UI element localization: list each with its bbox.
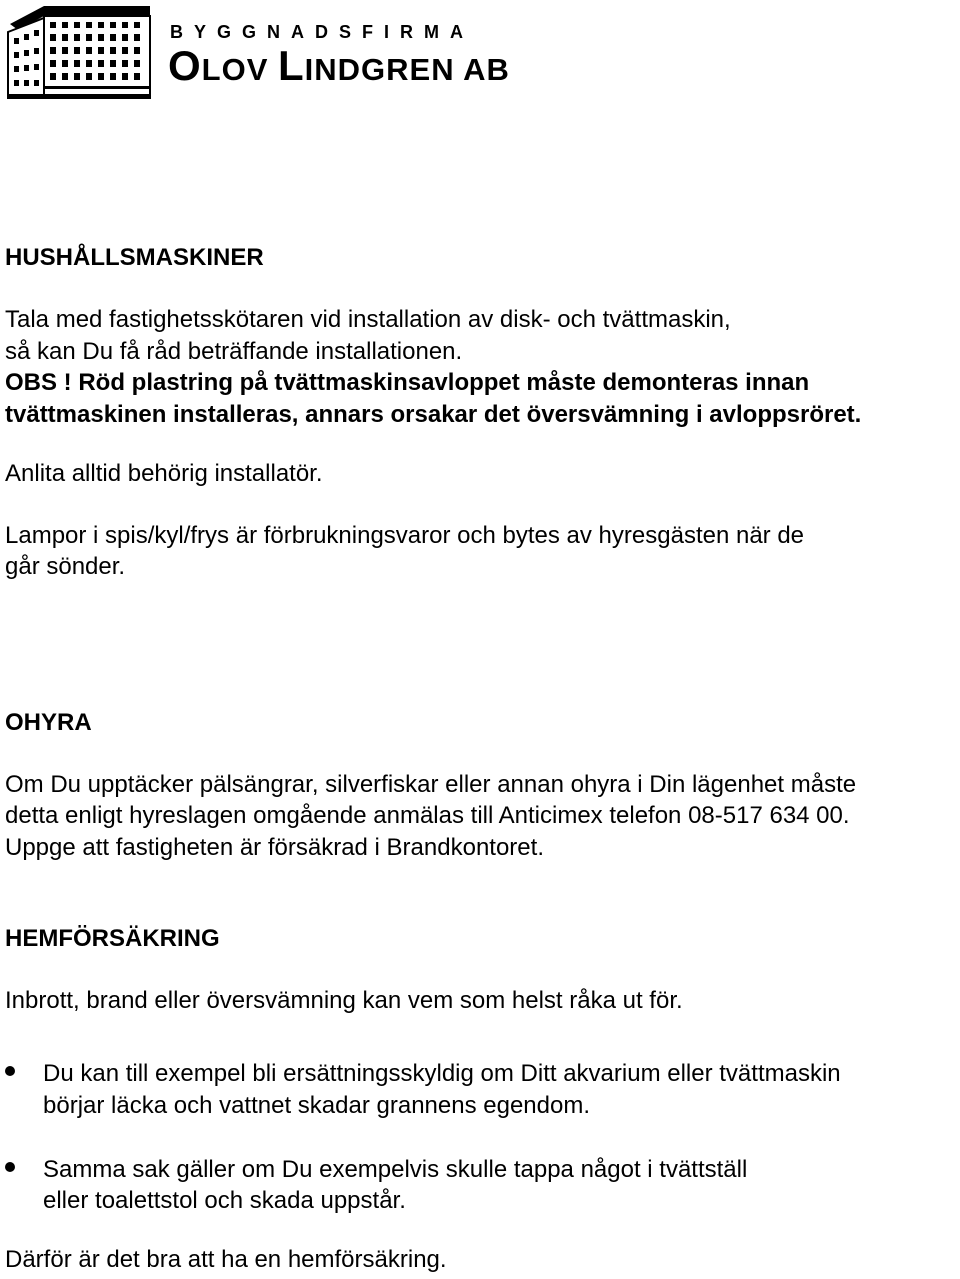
bullet-item-line: eller toalettstol och skada uppstår. bbox=[43, 1187, 406, 1214]
heading-hemforsakring: HEMFÖRSÄKRING bbox=[5, 925, 220, 952]
logo-company-name: OLOV LINDGREN AB bbox=[168, 42, 510, 89]
bullet-icon bbox=[5, 1162, 15, 1172]
building-illustration-icon bbox=[4, 2, 154, 100]
paragraph-line-bold: tvättmaskinen installeras, annars orsakar det översvämning i avloppsröret. bbox=[5, 401, 862, 428]
bullet-item-line: Du kan till exempel bli ersättningsskyldig om Ditt akvarium eller tvättmaskin bbox=[43, 1060, 841, 1087]
paragraph-line: Tala med fastighetsskötaren vid installation av disk- och tvättmaskin, bbox=[5, 306, 731, 333]
heading-ohyra: OHYRA bbox=[5, 709, 92, 736]
paragraph-line: Därför är det bra att ha en hemförsäkring. bbox=[5, 1246, 447, 1273]
bullet-item-line: börjar läcka och vattnet skadar grannens egendom. bbox=[43, 1092, 590, 1119]
paragraph-line: Uppge att fastigheten är försäkrad i Brandkontoret. bbox=[5, 834, 544, 861]
paragraph-line: Anlita alltid behörig installatör. bbox=[5, 460, 323, 487]
company-logo bbox=[4, 2, 524, 102]
heading-hushallsmaskiner: HUSHÅLLSMASKINER bbox=[5, 244, 264, 271]
paragraph-line-bold: OBS ! Röd plastring på tvättmaskinsavloppet måste demonteras innan bbox=[5, 369, 810, 396]
paragraph-line: Om Du upptäcker pälsängrar, silverfiskar eller annan ohyra i Din lägenhet måste bbox=[5, 771, 857, 798]
bullet-icon bbox=[5, 1066, 15, 1076]
logo-subtitle: BYGGNADSFIRMA bbox=[170, 22, 474, 42]
paragraph-line: detta enligt hyreslagen omgående anmälas till Anticimex telefon 08-517 634 00. bbox=[5, 802, 850, 829]
paragraph-line: så kan Du få råd beträffande installationen. bbox=[5, 338, 463, 365]
paragraph-line: Inbrott, brand eller översvämning kan vem som helst råka ut för. bbox=[5, 987, 683, 1014]
paragraph-line: går sönder. bbox=[5, 553, 126, 580]
paragraph-line: Lampor i spis/kyl/frys är förbrukningsvaror och bytes av hyresgästen när de bbox=[5, 522, 805, 549]
bullet-item-line: Samma sak gäller om Du exempelvis skulle tappa något i tvättställ bbox=[43, 1156, 748, 1183]
